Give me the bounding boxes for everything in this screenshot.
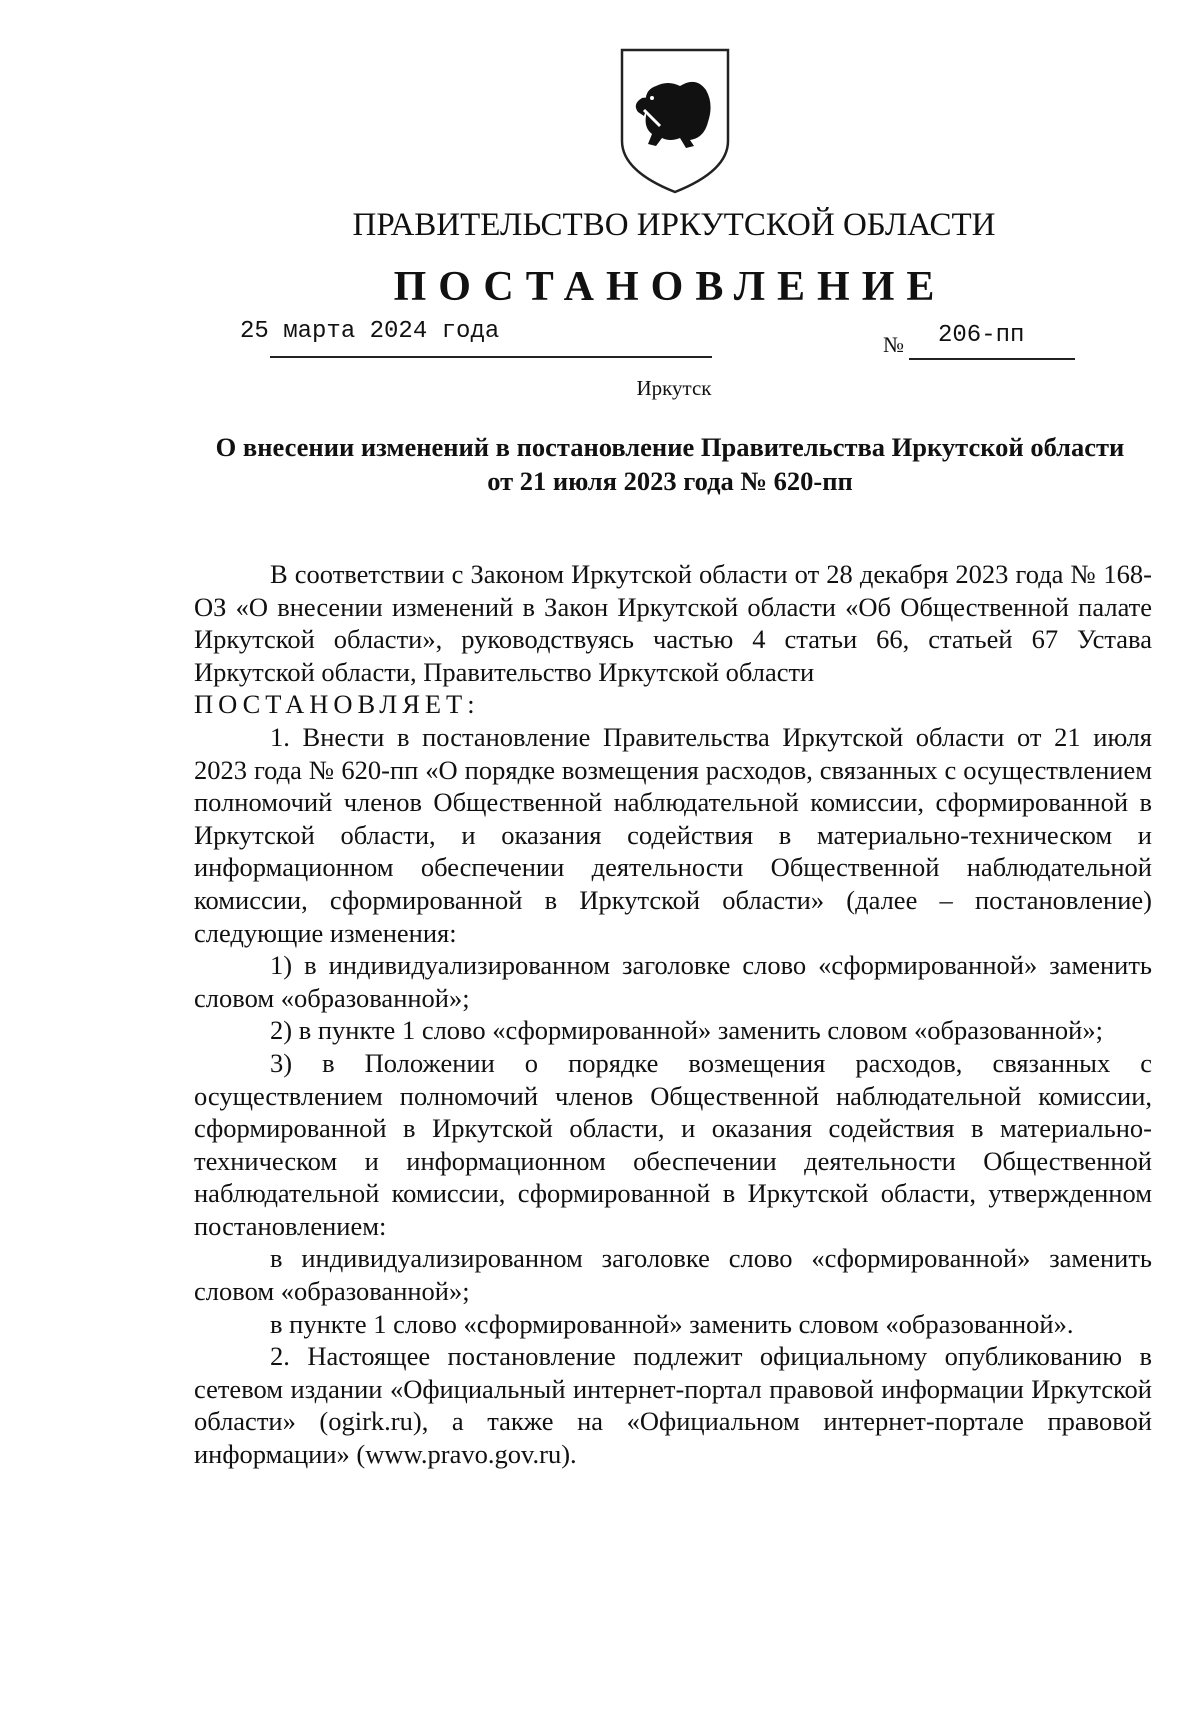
subitem-3a-paragraph: в индивидуализированном заголовке слово «сформированной» заменить словом «образованной»; — [194, 1243, 1152, 1307]
subitem-1-paragraph: 1) в индивидуализированном заголовке слово «сформированной» заменить словом «образованной»; — [194, 950, 1152, 1013]
item-1-paragraph: 1. Внести в постановление Правительства Иркутской области от 21 июля 2023 года № 620-пп «О порядке возмещения расходов, связанных с осуществлением полномочий членов Общественной наблюдательной комиссии, сформированной в Иркутской области, и оказания содействия в материально-техническом и информационном обеспечении деятельности Общественной наблюдательной комиссии, сформированной в Иркутской области» (далее – постановление) следующие изменения: — [194, 721, 1152, 948]
date-underline — [270, 356, 712, 358]
decree-number — [883, 322, 1078, 362]
preamble-paragraph: В соответствии с Законом Иркутской области от 28 декабря 2023 года № 168-ОЗ «О внесении изменений в Закон Иркутской области «Об Общественной палате Иркутской области», руководствуясь частью 4 статьи 66, статьей 67 Устава Иркутской области, Правительство Иркутской области — [194, 559, 1152, 687]
city-name: Иркутск — [636, 376, 712, 400]
subitem-3-paragraph: 3) в Положении о порядке возмещения расходов, связанных с осуществлением полномочий членов Общественной наблюдательной комиссии, сформированной в Иркутской области, и оказания содействия в материально-техническом и информационном обеспечении деятельности Общественной наблюдательной комиссии, сформированной в Иркутской области, утвержденном постановлением: — [194, 1047, 1152, 1241]
coat-of-arms-emblem — [616, 46, 734, 196]
decree-subject: О внесении изменений в постановление Правительства Иркутской области от 21 июля 2023 года № 620-пп — [215, 432, 1125, 496]
decree-date — [240, 318, 499, 345]
resolves-heading: ПОСТАНОВЛЯЕТ: — [194, 689, 480, 720]
number-underline — [909, 358, 1075, 360]
subitem-2-paragraph: 2) в пункте 1 слово «сформированной» заменить словом «образованной»; — [270, 1015, 1103, 1046]
subitem-3b-paragraph: в пункте 1 слово «сформированной» заменить словом «образованной». — [270, 1308, 1074, 1339]
item-2-paragraph: 2. Настоящее постановление подлежит официальному опубликованию в сетевом издании «Официальный интернет-портал правовой информации Иркутской области» (ogirk.ru), а также на «Официальном интернет-портале правовой информации» (www.pravo.gov.ru). — [194, 1341, 1152, 1470]
document-type-title: ПОСТАНОВЛЕНИЕ — [393, 264, 947, 310]
number-sign: № — [883, 332, 904, 357]
date-text: 25 марта 2024 года — [240, 318, 500, 345]
decree-body — [194, 558, 1152, 1471]
government-name: ПРАВИТЕЛЬСТВО ИРКУТСКОЙ ОБЛАСТИ — [352, 207, 996, 243]
number-text: 206-пп — [938, 322, 1025, 349]
